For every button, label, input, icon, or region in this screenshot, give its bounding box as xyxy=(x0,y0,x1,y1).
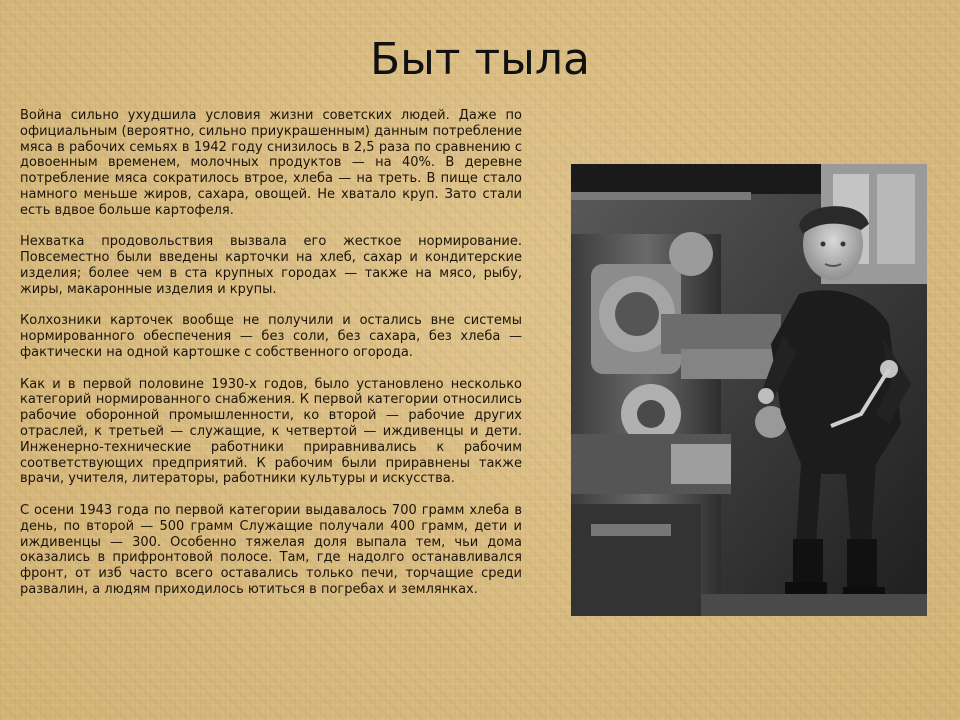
slide-title: Быт тыла xyxy=(370,34,590,85)
paragraph: Нехватка продовольствия вызвала его жесткое нормирование. Повсеместно были введены карточки на хлеб, сахар и кондитерские изделия; более чем в ста крупных городах — также на мясо, рыбу, жиры, макаронные изделия и крупы. xyxy=(20,234,522,297)
photo-illustration xyxy=(571,164,927,616)
paragraph: Война сильно ухудшила условия жизни советских людей. Даже по официальным (вероятно, сильно приукрашенным) данным потребление мяса в рабочих семьях в 1942 году снизилось в 2,5 раза по сравнению с довоенным временем, молочных продуктов — на 40%. В деревне потребление мяса сократилось втрое, хлеба — на треть. В пище стало намного меньше жиров, сахара, овощей. Не хватало круп. Зато стали есть вдвое больше картофеля. xyxy=(20,108,522,218)
paragraph: Колхозники карточек вообще не получили и остались вне системы нормированного обеспечения — без соли, без сахара, без хлеба — фактически на одной картошке с собственного огорода. xyxy=(20,313,522,360)
historical-photo-boy-at-machine xyxy=(571,164,927,616)
paragraph: С осени 1943 года по первой категории выдавалось 700 грамм хлеба в день, по второй — 500 грамм Служащие получали 400 грамм, дети и иждивенцы — 300. Особенно тяжелая доля выпала тем, чьи дома оказались в прифронтовой полосе. Там, где надолго останавливался фронт, от изб часто всего оставались только печи, торчащие среди развалин, а людям приходилось ютиться в погребах и землянках. xyxy=(20,502,522,597)
paragraph: Как и в первой половине 1930-х годов, было установлено несколько категорий нормированного снабжения. К первой категории относились рабочие оборонной промышленности, ко второй — рабочие других отраслей, к третьей — служащие, к четвертой — иждивенцы и дети. Инженерно-технические работники приравнивались к рабочим соответствующих предприятий. К рабочим были приравнены также врачи, учителя, литераторы, работники культуры и искусства. xyxy=(20,376,522,487)
body-text xyxy=(20,108,522,614)
